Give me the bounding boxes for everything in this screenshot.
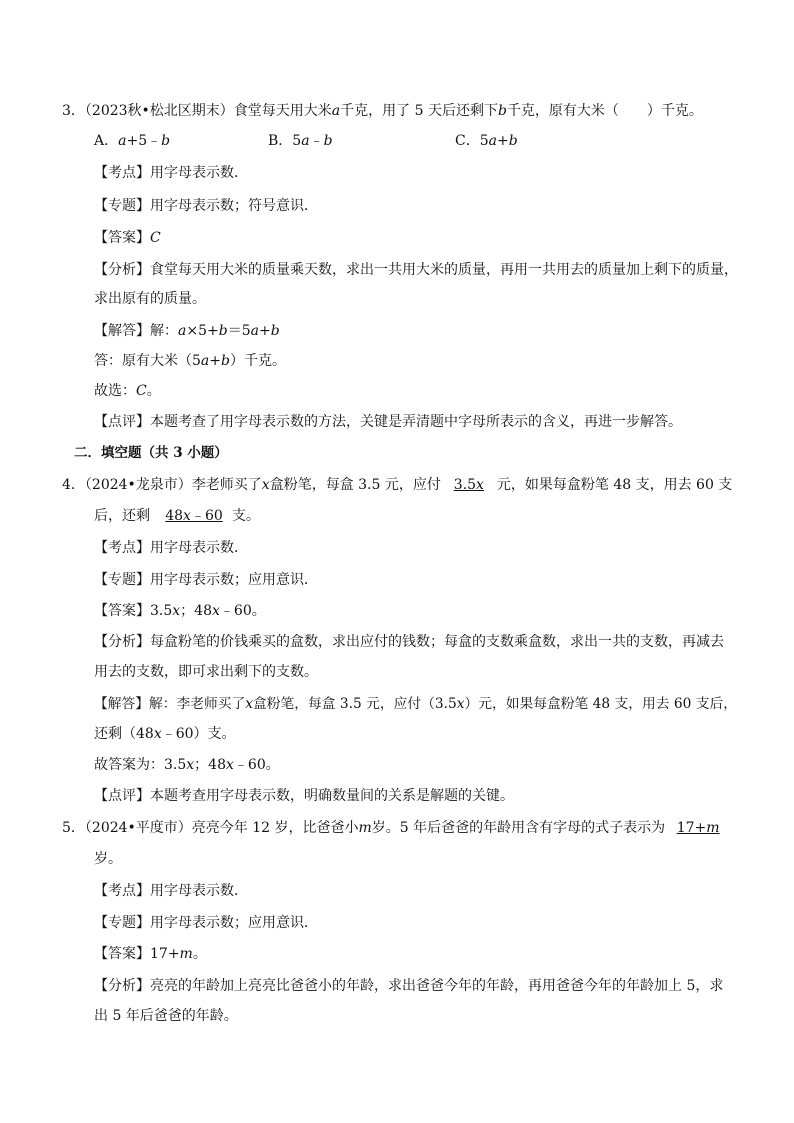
q3-option-a: A．a+5﹣b — [94, 133, 171, 149]
q5-analysis: 【分析】亮亮的年龄加上亮亮比爸爸小的年龄，求出爸爸今年的年龄，再用爸爸今年的年龄加上 5，求 — [94, 978, 724, 994]
q5-blank: 17+m — [676, 820, 720, 836]
q3-comment: 【点评】本题考查了用字母表示数的方法，关键是弄清题中字母所表示的含义，再进一步解答。 — [94, 414, 682, 430]
q4-solution-cont: 还剩（48x﹣60）支。 — [94, 726, 236, 742]
q4-analysis-cont: 用去的支数，即可求出剩下的支数。 — [94, 664, 318, 680]
q3-option-b: B．5a﹣b — [268, 133, 333, 149]
q3-final-answer: 答：原有大米（5a+b）千克。 — [94, 353, 286, 369]
q4-solution: 【解答】解：李老师买了x盒粉笔，每盒 3.5 元，应付（3.5x）元，如果每盒粉笔 48 支，用去 60 支后， — [94, 696, 738, 712]
q5-stem: 5．（2024•平度市）亮亮今年 12 岁，比爸爸小m岁。5 年后爸爸的年龄用含有字母的式子表示为 17+m — [62, 818, 723, 838]
q3-zhuanti: 【专题】用字母表示数；符号意识． — [94, 198, 318, 214]
q4-comment: 【点评】本题考查用字母表示数，明确数量间的关系是解题的关键。 — [94, 788, 514, 804]
q5-stem-cont: 岁。 — [94, 851, 122, 867]
q4-final-answer: 故答案为：3.5x；48x﹣60。 — [94, 757, 280, 773]
q4-stem-cont: 后，还剩 48x﹣60 支。 — [94, 508, 260, 524]
q5-answer-label: 【答案】17+m。 — [94, 946, 207, 962]
q3-analysis-cont: 求出原有的质量。 — [94, 291, 206, 307]
q3-option-c: C．5a+b — [455, 133, 518, 149]
q3-solution: 【解答】解：a×5+b＝5a+b — [94, 323, 280, 339]
q3-analysis: 【分析】食堂每天用大米的质量乘天数，求出一共用大米的质量，再用一共用去的质量加上剩下的质量， — [94, 262, 738, 278]
q4-answer-label: 【答案】3.5x；48x﹣60。 — [94, 603, 266, 619]
q5-zhuanti: 【专题】用字母表示数；应用意识． — [94, 915, 318, 931]
q4-zhuanti: 【专题】用字母表示数；应用意识． — [94, 572, 318, 588]
q4-blank-2: 48x﹣60 — [165, 508, 223, 524]
q5-analysis-cont: 出 5 年后爸爸的年龄。 — [94, 1008, 238, 1024]
q5-kaodian: 【考点】用字母表示数． — [94, 883, 248, 899]
q4-kaodian: 【考点】用字母表示数． — [94, 540, 248, 556]
section-header: 二．填空题（共 3 小题） — [74, 445, 228, 461]
q4-stem: 4．（2024•龙泉市）李老师买了x盒粉笔，每盒 3.5 元，应付 3.5x 元，如果每盒粉笔 48 支，用去 60 支 — [62, 477, 733, 493]
q3-stem: 3．（2023秋•松北区期末）食堂每天用大米a千克，用了 5 天后还剩下b千克，原有大米（ ）千克。 — [62, 103, 703, 119]
q4-blank-1: 3.5x — [453, 477, 484, 493]
q4-analysis: 【分析】每盒粉笔的价钱乘买的盒数，求出应付的钱数；每盒的支数乘盒数，求出一共的支数，再减去 — [94, 634, 724, 650]
q3-kaodian: 【考点】用字母表示数． — [94, 165, 248, 181]
q3-choice: 故选：C。 — [94, 383, 161, 399]
q3-answer-label: 【答案】C — [94, 230, 161, 246]
